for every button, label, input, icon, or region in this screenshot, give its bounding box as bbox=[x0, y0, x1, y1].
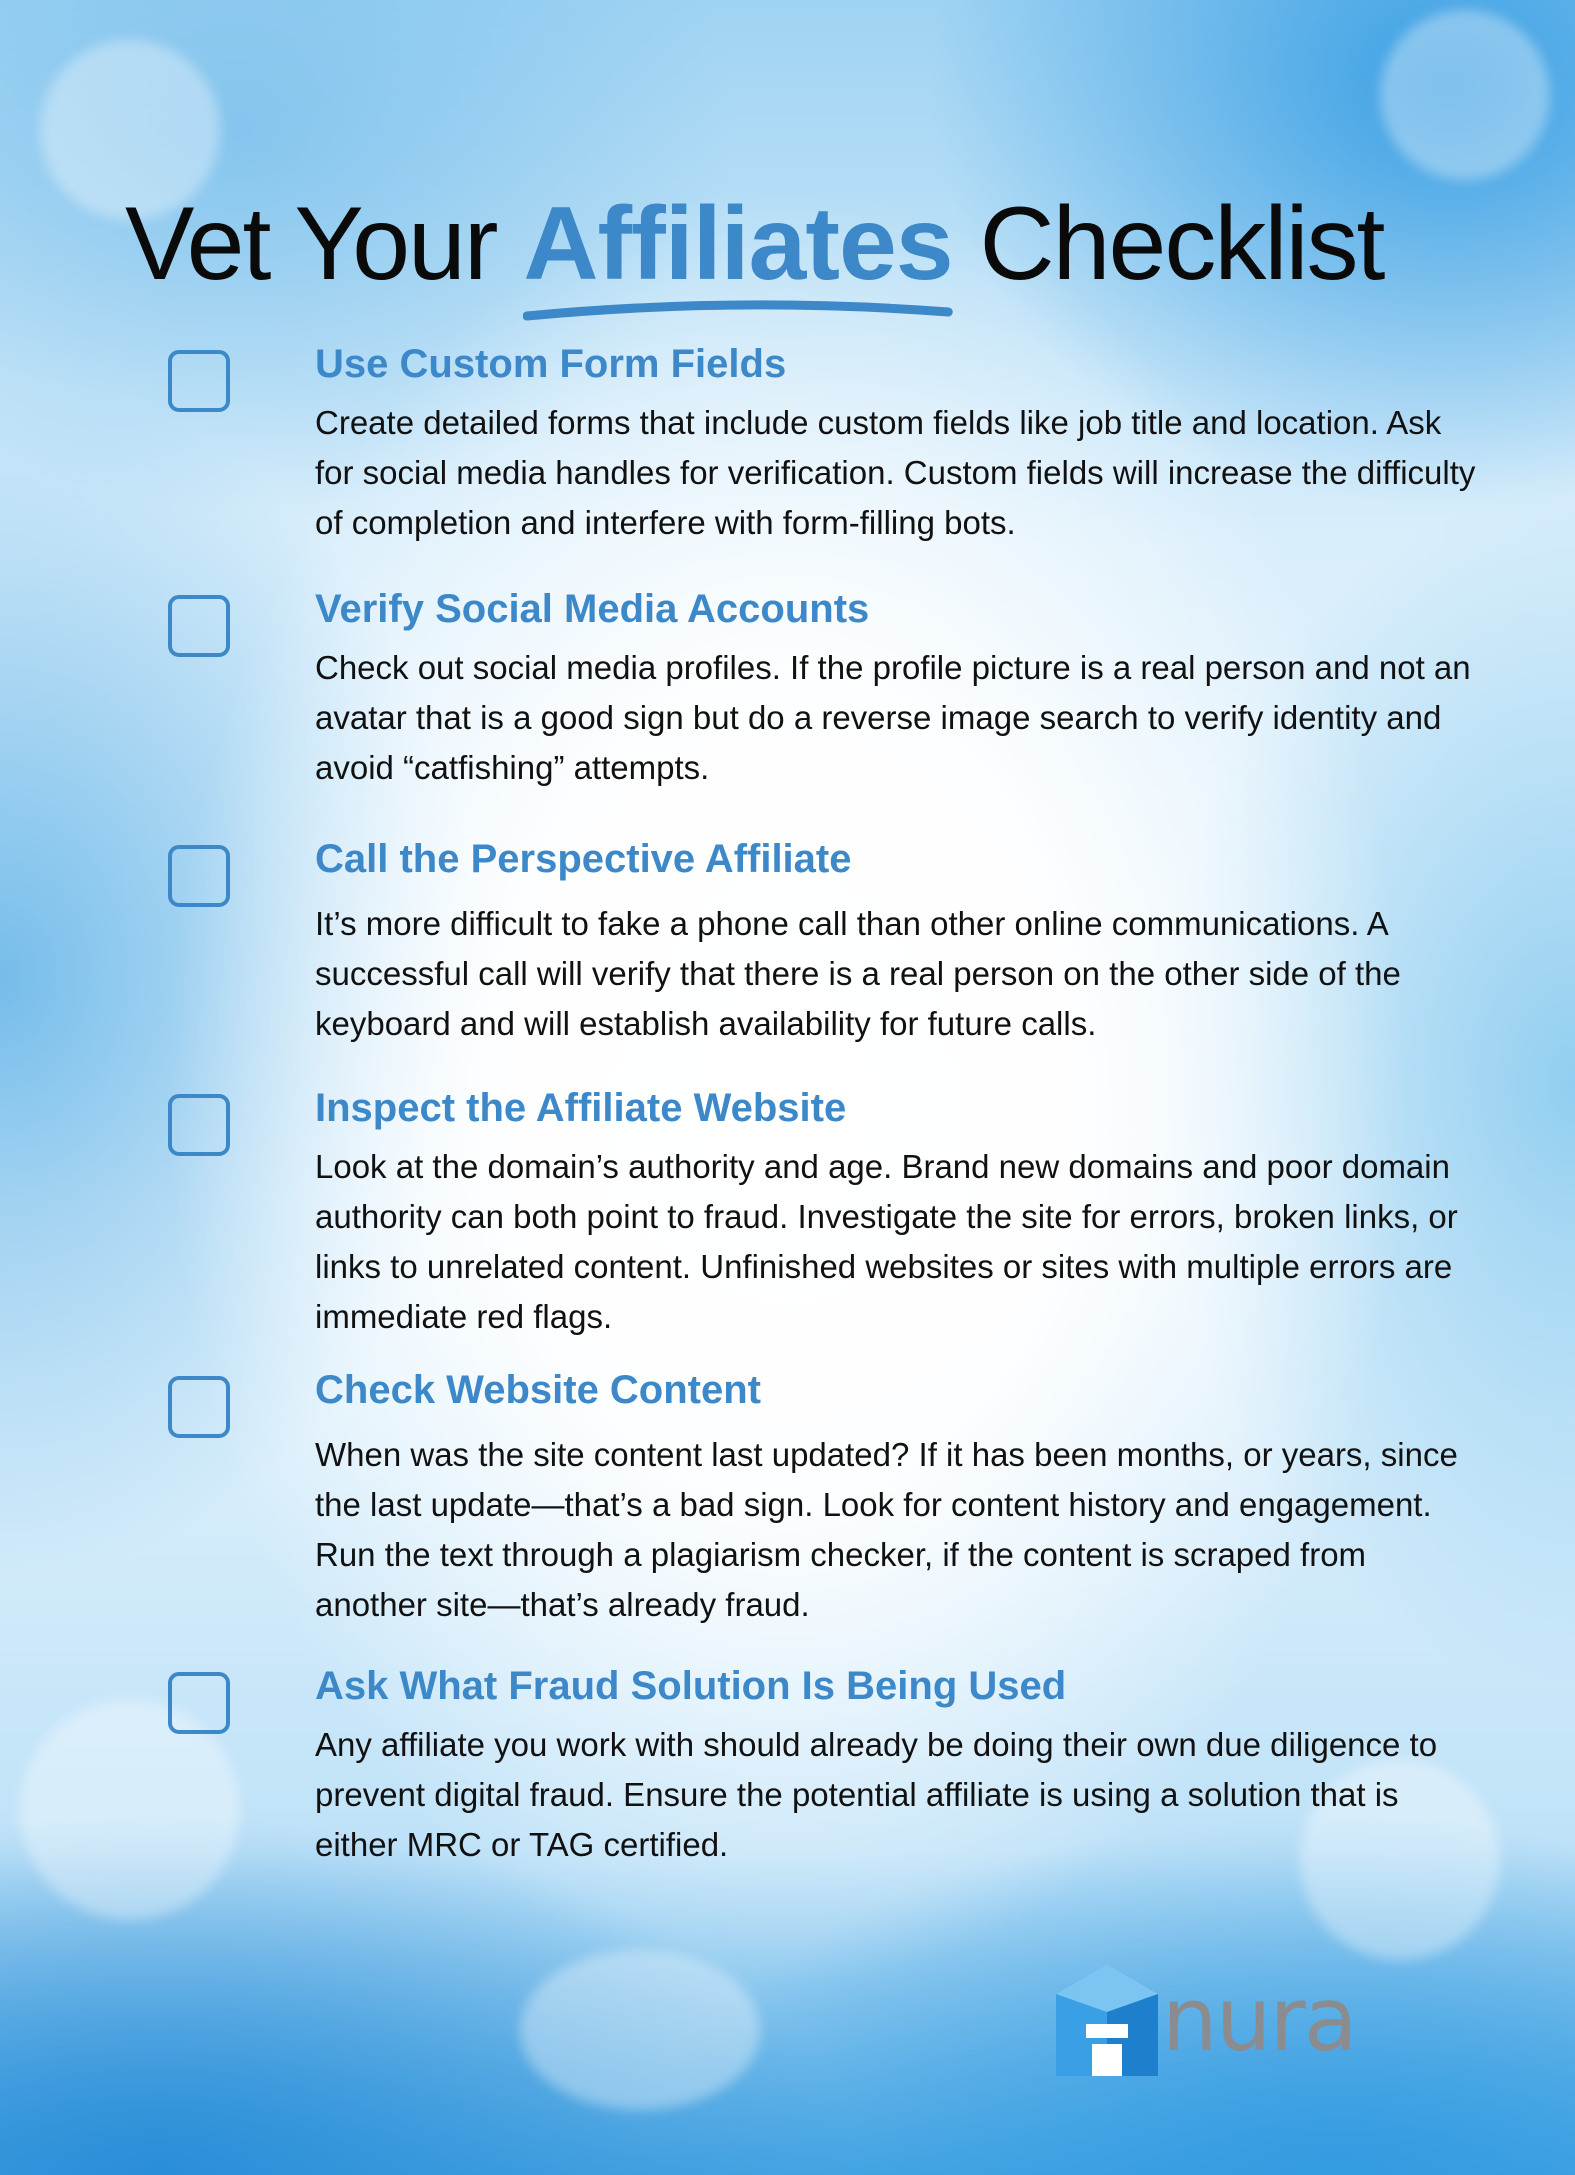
item-body: Check out social media profiles. If the profile picture is a real person and not an avatar that is a good sign but do a reverse image search to verify identity and avoid “catfishing” attempts. bbox=[315, 649, 1471, 786]
item-text bbox=[315, 1366, 1485, 1630]
anura-house-icon bbox=[1052, 1962, 1162, 2078]
checkbox[interactable] bbox=[168, 1376, 230, 1438]
title-after: Checklist bbox=[979, 186, 1384, 302]
item-text bbox=[315, 585, 1485, 793]
title-highlight-text: Affiliates bbox=[523, 186, 953, 302]
checkbox[interactable] bbox=[168, 350, 230, 412]
checkbox[interactable] bbox=[168, 1672, 230, 1734]
item-body: It’s more difficult to fake a phone call than other online communications. A successful call will verify that there is a real person on the other side of the keyboard and will establish availability for future calls. bbox=[315, 905, 1401, 1042]
title-before: Vet Your bbox=[125, 186, 497, 302]
item-body: Create detailed forms that include custom fields like job title and location. Ask for social media handles for verification. Custom fields will increase the difficulty of completion and interfere with form-filling bots. bbox=[315, 404, 1476, 541]
item-title: Inspect the Affiliate Website bbox=[315, 1086, 847, 1130]
logo-wordmark: nura bbox=[1162, 1968, 1356, 2071]
bokeh-decoration bbox=[1380, 10, 1550, 180]
item-body: Any affiliate you work with should already be doing their own due diligence to prevent digital fraud. Ensure the potential affiliate is using a solution that is either MRC or TAG certified. bbox=[315, 1726, 1438, 1863]
checkbox[interactable] bbox=[168, 595, 230, 657]
item-text bbox=[315, 835, 1485, 1049]
checkbox[interactable] bbox=[168, 845, 230, 907]
item-title: Use Custom Form Fields bbox=[315, 342, 787, 386]
title-underline-swoosh bbox=[523, 298, 952, 328]
item-text bbox=[315, 1662, 1485, 1870]
item-title: Ask What Fraud Solution Is Being Used bbox=[315, 1664, 1067, 1708]
item-title: Call the Perspective Affiliate bbox=[315, 837, 852, 881]
bokeh-decoration bbox=[520, 1950, 760, 2110]
page-title bbox=[125, 185, 1383, 304]
item-text bbox=[315, 1084, 1485, 1342]
item-title: Check Website Content bbox=[315, 1368, 761, 1412]
title-highlight bbox=[523, 186, 952, 302]
item-body: Look at the domain’s authority and age. Brand new domains and poor domain authority can both point to fraud. Investigate the site for errors, broken links, or links to unrelated content. Unfinished websites or sites with multiple errors are immediate red flags. bbox=[315, 1148, 1458, 1335]
item-text bbox=[315, 340, 1485, 548]
item-title: Verify Social Media Accounts bbox=[315, 587, 870, 631]
anura-logo bbox=[1052, 1962, 1356, 2082]
checkbox[interactable] bbox=[168, 1094, 230, 1156]
item-body: When was the site content last updated? If it has been months, or years, since the last update—that’s a bad sign. Look for content history and engagement. Run the text through a plagiarism checker, if the content is scraped from another site—that’s already fraud. bbox=[315, 1436, 1458, 1623]
